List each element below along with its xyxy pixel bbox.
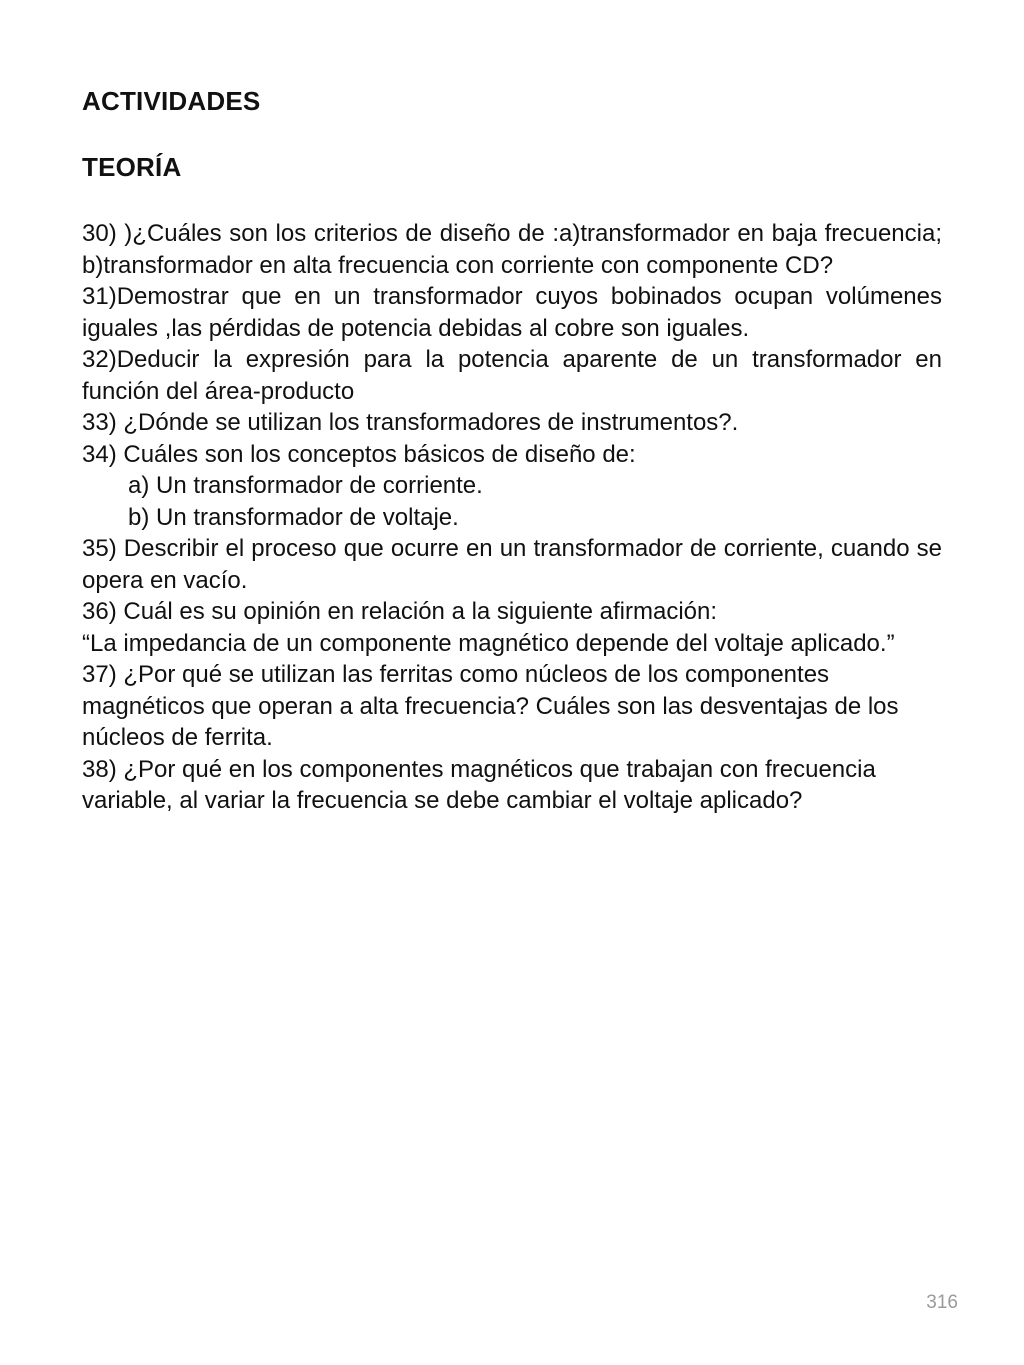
question-36: 36) Cuál es su opinión en relación a la siguiente afirmación: — [82, 598, 718, 625]
question-37: 37) ¿Por qué se utilizan las ferritas como núcleos de los componentes magnéticos que operan a alta frecuencia? Cuáles son las desventajas de los núcleos de ferrita. — [82, 661, 899, 751]
question-32: 32)Deducir la expresión para la potencia aparente de un transformador en función del área-producto — [82, 346, 942, 405]
question-31: 31)Demostrar que en un transformador cuyos bobinados ocupan volúmenes iguales ,las pérdidas de potencia debidas al cobre son iguales. — [82, 283, 942, 342]
questions-list — [82, 218, 942, 817]
question-34: 34) Cuáles son los conceptos básicos de diseño de: — [82, 440, 636, 468]
question-34-item-a: a) Un transformador de corriente. — [128, 472, 483, 499]
question-35: 35) Describir el proceso que ocurre en un transformador de corriente, cuando se opera en vacío. — [82, 535, 942, 594]
theory-heading: TEORÍA — [82, 152, 182, 182]
question-34-item-b: b) Un transformador de voltaje. — [128, 503, 459, 531]
activities-heading: ACTIVIDADES — [82, 86, 261, 116]
question-33: 33) ¿Dónde se utilizan los transformadores de instrumentos?. — [82, 409, 739, 436]
question-36-quote: “La impedancia de un componente magnético depende del voltaje aplicado.” — [82, 629, 895, 657]
question-38: 38) ¿Por qué en los componentes magnéticos que trabajan con frecuencia variable, al variar la frecuencia se debe cambiar el voltaje aplicado? — [82, 755, 876, 814]
question-30: 30) )¿Cuáles son los criterios de diseño de :a)transformador en baja frecuencia; b)transformador en alta frecuencia con corriente con componente CD? — [82, 220, 942, 279]
page-number: 316 — [926, 1292, 958, 1313]
